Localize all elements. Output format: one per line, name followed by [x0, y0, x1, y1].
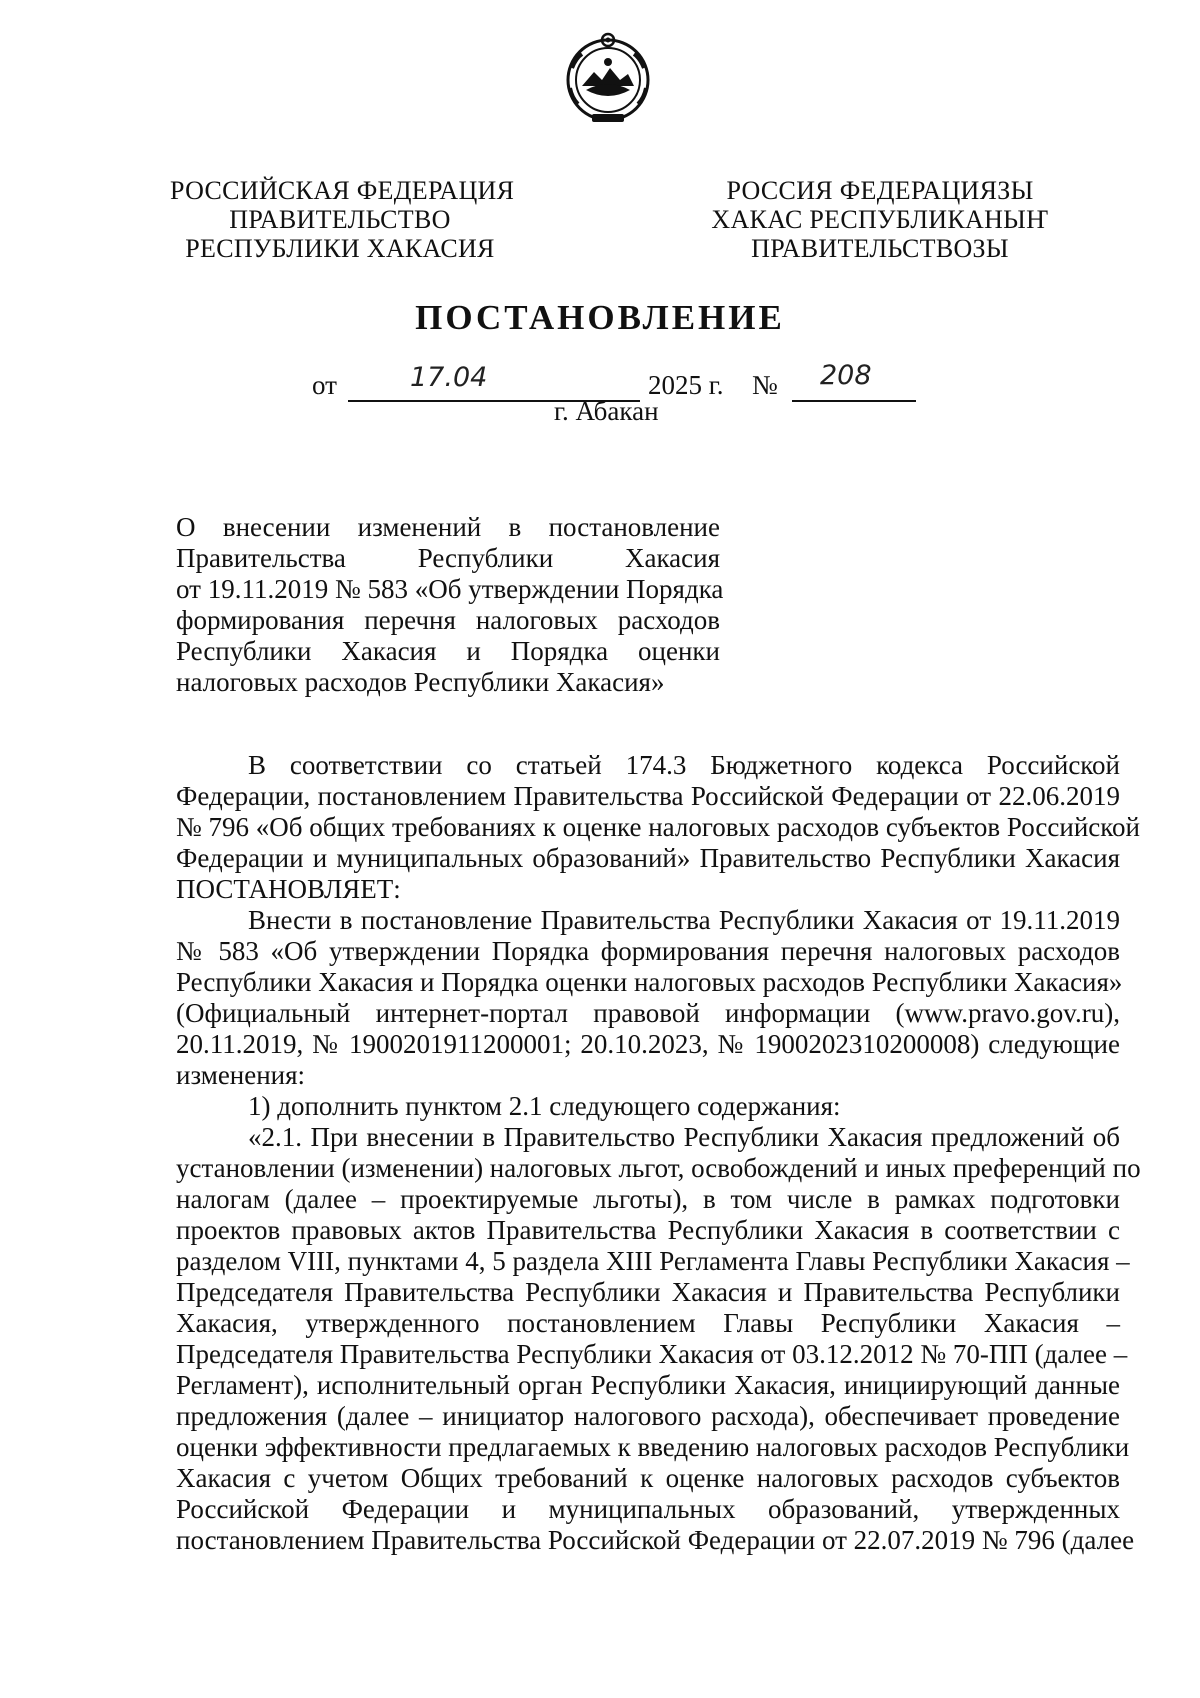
number-label: № — [752, 370, 778, 400]
body-line: 1) дополнить пунктом 2.1 следующего содержания: — [248, 1091, 841, 1121]
handwritten-date: 17.04 — [410, 362, 488, 393]
header-left-line: РЕСПУБЛИКИ ХАКАСИЯ — [185, 234, 495, 263]
document-body — [176, 750, 1141, 1556]
body-line: постановлением Правительства Российской Федерации от 22.07.2019 № 796 (далее — [176, 1525, 1135, 1555]
body-line: предложения (далее – инициатор налогового расхода), обеспечивает проведение — [176, 1401, 1120, 1431]
number-underline — [792, 400, 916, 402]
year-label: 2025 г. — [648, 370, 724, 400]
body-line: Хакасия, утвержденного постановлением Главы Республики Хакасия – — [176, 1308, 1120, 1338]
header-left-line: РОССИЙСКАЯ ФЕДЕРАЦИЯ — [170, 176, 515, 205]
header-left-block — [170, 176, 515, 263]
header-right-line: ХАКАС РЕСПУБЛИКАНЫҤ — [711, 205, 1049, 234]
body-line: № 796 «Об общих требованиях к оценке налоговых расходов субъектов Российской — [176, 812, 1140, 842]
body-line: Председателя Правительства Республики Хакасия и Правительства Республики — [176, 1277, 1120, 1307]
handwritten-number: 208 — [820, 360, 872, 391]
body-line: ПОСТАНОВЛЯЕТ: — [176, 874, 401, 904]
body-line: Федерации, постановлением Правительства Российской Федерации от 22.06.2019 — [176, 781, 1120, 811]
subject-line: О внесении изменений в постановление — [176, 512, 720, 542]
subject-line: налоговых расходов Республики Хакасия» — [176, 667, 665, 697]
subject-line: формирования перечня налоговых расходов — [176, 605, 720, 635]
subject-line: от 19.11.2019 № 583 «Об утверждении Порядка — [176, 574, 724, 604]
header-right-line: ПРАВИТЕЛЬСТВОЗЫ — [751, 234, 1009, 263]
body-line: В соответствии со статьей 174.3 Бюджетного кодекса Российской — [248, 750, 1120, 780]
from-label: от — [312, 370, 337, 400]
document-title: ПОСТАНОВЛЕНИЕ — [415, 298, 785, 337]
body-line: изменения: — [176, 1060, 306, 1090]
document-subject — [176, 512, 724, 698]
body-line: 20.11.2019, № 1900201911200001; 20.10.2023, № 1900202310200008) следующие — [176, 1029, 1120, 1059]
body-line: установлении (изменении) налоговых льгот, освобождений и иных преференций по — [176, 1153, 1141, 1183]
body-line: разделом VIII, пунктами 4, 5 раздела XIII Регламента Главы Республики Хакасия – — [176, 1246, 1130, 1276]
body-line: оценки эффективности предлагаемых к введению налоговых расходов Республики — [176, 1432, 1130, 1462]
body-line: Внести в постановление Правительства Республики Хакасия от 19.11.2019 — [248, 905, 1120, 935]
subject-line: Республики Хакасия и Порядка оценки — [176, 636, 720, 666]
body-line: № 583 «Об утверждении Порядка формирования перечня налоговых расходов — [176, 936, 1120, 966]
body-line: «2.1. При внесении в Правительство Республики Хакасия предложений об — [248, 1122, 1120, 1152]
body-line: Республики Хакасия и Порядка оценки налоговых расходов Республики Хакасия» — [176, 967, 1123, 997]
body-line: (Официальный интернет-портал правовой информации (www.pravo.gov.ru), — [176, 998, 1120, 1028]
header-left-line: ПРАВИТЕЛЬСТВО — [229, 205, 451, 234]
coat-of-arms-icon — [562, 28, 654, 126]
body-line: Российской Федерации и муниципальных образований, утвержденных — [176, 1494, 1120, 1524]
header-right-block — [700, 176, 1060, 263]
body-line: Председателя Правительства Республики Хакасия от 03.12.2012 № 70-ПП (далее – — [176, 1339, 1128, 1369]
body-line: Хакасия с учетом Общих требований к оценке налоговых расходов субъектов — [176, 1463, 1120, 1493]
subject-line: Правительства Республики Хакасия — [176, 543, 720, 573]
body-line: Регламент), исполнительный орган Республики Хакасия, инициирующий данные — [176, 1370, 1120, 1400]
body-line: налогам (далее – проектируемые льготы), в том числе в рамках подготовки — [176, 1184, 1120, 1214]
city-label: г. Абакан — [554, 396, 659, 426]
body-line: проектов правовых актов Правительства Республики Хакасия в соответствии с — [176, 1215, 1120, 1245]
header-right-line: РОССИЯ ФЕДЕРАЦИЯЗЫ — [726, 176, 1034, 205]
body-line: Федерации и муниципальных образований» Правительство Республики Хакасия — [176, 843, 1120, 873]
